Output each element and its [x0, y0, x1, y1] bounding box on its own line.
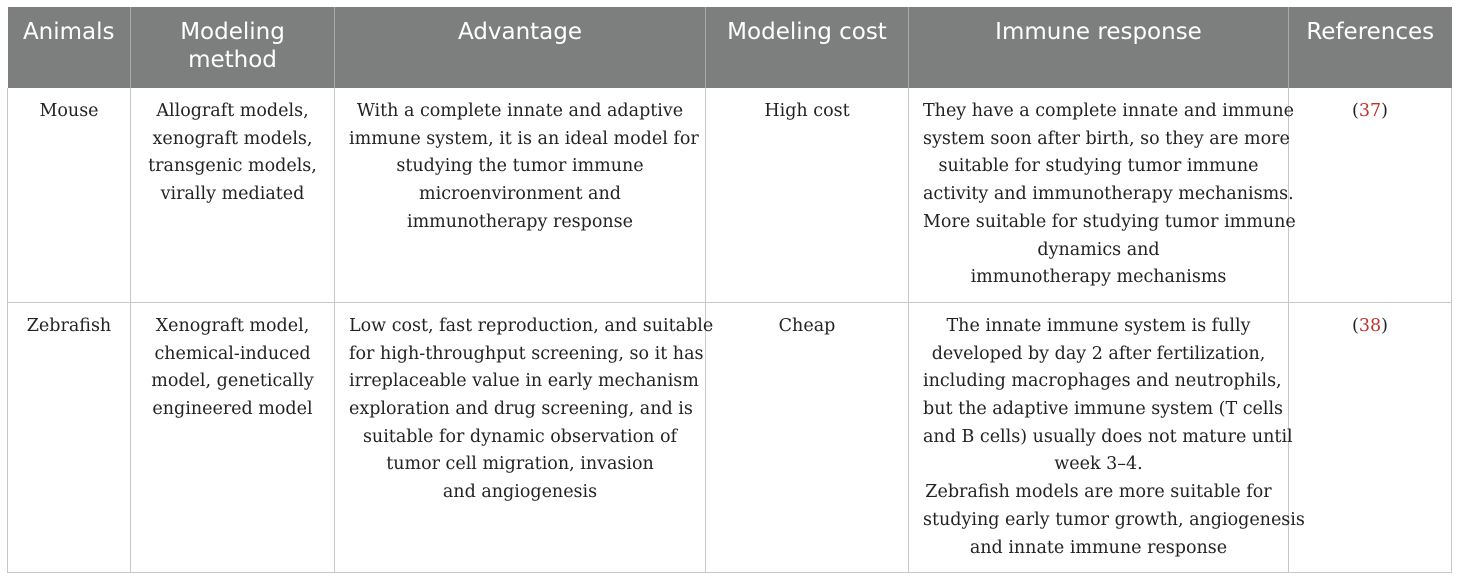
animal-models-table: [7, 7, 1452, 573]
cell-modeling-cost: High cost: [706, 88, 909, 302]
header-modeling-method-line: method: [188, 47, 277, 73]
cell-modeling-cost: Cheap: [706, 302, 909, 572]
header-immune-response: Immune response: [909, 7, 1289, 88]
text-line: dynamics and: [1037, 239, 1160, 260]
text-line: and innate immune response: [969, 537, 1228, 558]
text-line: including macrophages and neutrophils,: [923, 371, 1282, 392]
header-modeling-cost: Modeling cost: [706, 7, 909, 88]
text-line: activity and immunotherapy mechanisms.: [923, 184, 1294, 205]
text-line: With a complete innate and adaptive: [356, 101, 684, 121]
text-line: tumor cell migration, invasion: [386, 454, 654, 475]
text-line: and B cells) usually does not mature until: [923, 426, 1293, 447]
cell-reference: [1289, 302, 1452, 572]
reference-link-38[interactable]: 38: [1358, 315, 1382, 336]
text-line: but the adaptive immune system (T cells: [923, 399, 1284, 420]
table-row-mouse: [8, 88, 1452, 302]
header-references: References: [1289, 7, 1452, 88]
text-line: model, genetically: [151, 371, 314, 392]
text-line: The innate immune system is fully: [946, 315, 1251, 336]
header-row: [8, 7, 1452, 88]
text-line: Xenograft model,: [155, 315, 310, 336]
text-line: Zebrafish models are more suitable for: [925, 482, 1272, 503]
text-line: Low cost, fast reproduction, and suitable: [349, 315, 714, 336]
text-line: xenograft models,: [152, 128, 313, 149]
text-line: studying early tumor growth, angiogenesis: [923, 509, 1305, 530]
text-line: week 3–4.: [1054, 454, 1143, 475]
table-body: [8, 88, 1452, 573]
cell-animal: Mouse: [8, 88, 131, 302]
ref-paren-close: ): [1381, 101, 1388, 121]
text-line: They have a complete innate and immune: [923, 101, 1294, 121]
text-line: irreplaceable value in early mechanism: [349, 371, 699, 392]
text-line: immunotherapy response: [406, 211, 634, 232]
text-line: developed by day 2 after fertilization,: [931, 343, 1266, 364]
header-advantage: Advantage: [335, 7, 706, 88]
text-line: for high-throughput screening, so it has: [349, 343, 704, 364]
reference-link-37[interactable]: 37: [1358, 101, 1382, 121]
ref-paren-close: ): [1381, 315, 1388, 336]
ref-paren-open: (: [1352, 101, 1359, 121]
text-line: Allograft models,: [156, 101, 309, 121]
cell-modeling-method: [131, 88, 335, 302]
cell-animal: Zebrafish: [8, 302, 131, 572]
text-line: suitable for studying tumor immune: [938, 156, 1259, 177]
text-line: immune system, it is an ideal model for: [349, 128, 699, 149]
text-line: microenvironment and: [419, 184, 621, 205]
text-line: immunotherapy mechanisms: [970, 267, 1227, 288]
cell-modeling-method: [131, 302, 335, 572]
text-line: transgenic models,: [148, 156, 317, 177]
text-line: exploration and drug screening, and is: [349, 399, 693, 420]
text-line: More suitable for studying tumor immune: [923, 211, 1296, 232]
cell-advantage: [335, 302, 714, 572]
text-line: chemical-induced: [154, 343, 311, 364]
header-animals: Animals: [8, 7, 131, 88]
cell-immune-response: [909, 88, 1296, 302]
text-line: and angiogenesis: [442, 482, 598, 503]
ref-paren-open: (: [1352, 315, 1359, 336]
comparison-table: [7, 7, 1451, 573]
text-line: virally mediated: [160, 184, 305, 205]
cell-immune-response: [909, 302, 1305, 572]
table-row-zebrafish: [8, 302, 1452, 572]
text-line: system soon after birth, so they are more: [923, 128, 1290, 149]
cell-advantage: [335, 88, 706, 302]
text-line: suitable for dynamic observation of: [362, 426, 678, 447]
cell-reference: [1289, 88, 1452, 302]
text-line: studying the tumor immune: [396, 156, 644, 177]
header-modeling-method-line: Modeling: [180, 19, 285, 45]
text-line: engineered model: [152, 399, 313, 420]
table-header: [8, 7, 1452, 88]
header-modeling-method: [131, 7, 335, 88]
